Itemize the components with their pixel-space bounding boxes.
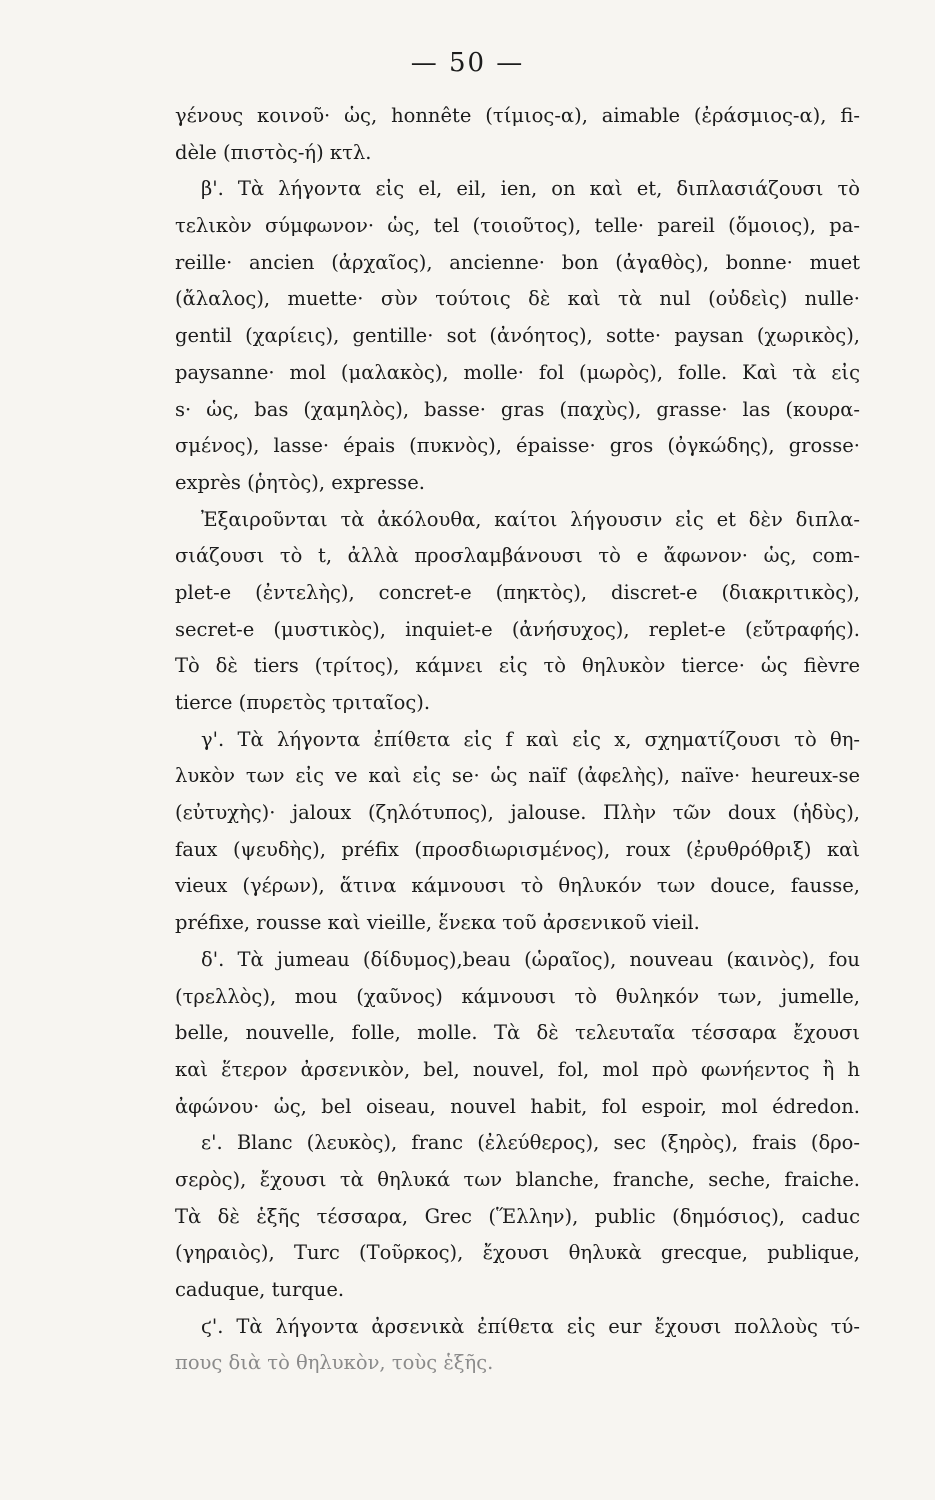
text-line: dèle (πιστὸς-ή) κτλ. xyxy=(175,140,372,164)
text-line: belle, nouvelle, folle, molle. Τὰ δὲ τελευταῖα τέσσαρα ἔχουσι xyxy=(175,1021,860,1045)
text-line: Ἐξαιροῦνται τὰ ἀκόλουθα, καίτοι λήγουσιν εἰς et δὲν διπλα- xyxy=(201,507,860,531)
text-line: γ'. Τὰ λήγοντα ἐπίθετα εἰς f καὶ εἰς x, σχηματίζουσι τὸ θη- xyxy=(201,727,860,751)
text-line: exprès (ῥητὸς), expresse. xyxy=(175,470,425,494)
text-line: Τὰ δὲ ἑξῆς τέσσαρα, Grec (Ἕλλην), public (δημόσιος), caduc xyxy=(175,1204,860,1228)
text-line: (ἄλαλος), muette· σὺν τούτοις δὲ καὶ τὰ nul (οὐδεὶς) nulle· xyxy=(175,287,860,311)
text-line: tierce (πυρετὸς τριταῖος). xyxy=(175,691,431,714)
text-line: secret-e (μυστικὸς), inquiet-e (ἀνήσυχος), replet-e (εὔτραφής). xyxy=(175,617,860,641)
text-line: faux (ψευδὴς), préfix (προσδιωρισμένος), roux (ἐρυθρόθριξ) καὶ xyxy=(175,837,860,861)
text-line: plet-e (ἐντελὴς), concret-e (πηκτὸς), discret-e (διακριτικὸς), xyxy=(175,580,860,604)
page-number: — 50 — xyxy=(410,48,525,78)
text-line: γένους κοινοῦ· ὡς, honnête (τίμιος-α), aimable (ἐράσμιος-α), fi- xyxy=(175,104,860,127)
text-line: σερὸς), ἔχουσι τὰ θηλυκά των blanche, franche, seche, fraiche. xyxy=(175,1167,860,1191)
text-line: ε'. Blanc (λευκὸς), franc (ἐλεύθερος), sec (ξηρὸς), frais (δρο- xyxy=(201,1131,860,1155)
text-line: reille· ancien (ἀρχαῖος), ancienne· bon (ἀγαθὸς), bonne· muet xyxy=(175,250,860,274)
text-line: ϛ'. Τὰ λήγοντα ἀρσενικὰ ἐπίθετα εἰς eur ἔχουσι πολλοὺς τύ- xyxy=(201,1314,860,1338)
text-line: δ'. Τὰ jumeau (δίδυμος),beau (ὡραῖος), nouveau (καινὸς), fou xyxy=(201,947,860,971)
text-line: paysanne· mol (μαλακὸς), molle· fol (μωρὸς), folle. Καὶ τὰ εἰς xyxy=(175,360,860,384)
text-line: s· ὡς, bas (χαμηλὸς), basse· gras (παχὺς), grasse· las (κουρα- xyxy=(175,397,860,421)
text-line: λυκὸν των εἰς ve καὶ εἰς se· ὡς naïf (ἀφελὴς), naïve· heureux-se xyxy=(175,764,860,788)
text-line: β'. Τὰ λήγοντα εἰς el, eil, ien, on καὶ et, διπλασιάζουσι τὸ xyxy=(201,177,860,201)
text-line: ἀφώνου· ὡς, bel oiseau, nouvel habit, fol espoir, mol édredon. xyxy=(175,1094,860,1118)
text-line: τελικὸν σύμφωνον· ὡς, tel (τοιοῦτος), telle· pareil (ὅμοιος), pa- xyxy=(175,214,860,238)
text-line: caduque, turque. xyxy=(175,1278,345,1301)
text-line: préfixe, rousse καὶ vieille, ἕνεκα τοῦ ἀρσενικοῦ vieil. xyxy=(175,911,700,935)
text-line: Τὸ δὲ tiers (τρίτος), κάμνει εἰς τὸ θηλυκὸν tierce· ὡς fièvre xyxy=(175,654,860,678)
text-line: (τρελλὸς), mou (χαῦνος) κάμνουσι τὸ θυληκόν των, jumelle, xyxy=(175,984,860,1008)
text-line: vieux (γέρων), ἅτινα κάμνουσι τὸ θηλυκόν των douce, fausse, xyxy=(175,874,860,898)
text-line: πους διὰ τὸ θηλυκὸν, τοὺς ἑξῆς. xyxy=(175,1351,494,1375)
text-line: gentil (χαρίεις), gentille· sot (ἀνόητος), sotte· paysan (χωρικὸς), xyxy=(175,324,860,348)
page-body xyxy=(175,98,860,1382)
text-line: σιάζουσι τὸ t, ἀλλὰ προσλαμβάνουσι τὸ e ἄφωνον· ὡς, com- xyxy=(175,544,860,568)
text-line: καὶ ἕτερον ἀρσενικὸν, bel, nouvel, fol, mol πρὸ φωνήεντος ἢ h xyxy=(175,1057,860,1081)
text-line: σμένος), lasse· épais (πυκνὸς), épaisse· gros (ὀγκώδης), grosse· xyxy=(175,434,860,458)
text-line: (εὐτυχὴς)· jaloux (ζηλότυπος), jalouse. Πλὴν τῶν doux (ἡδὺς), xyxy=(175,801,860,825)
text-line: (γηραιὸς), Turc (Τοῦρκος), ἔχουσι θηλυκὰ grecque, publique, xyxy=(175,1241,860,1265)
